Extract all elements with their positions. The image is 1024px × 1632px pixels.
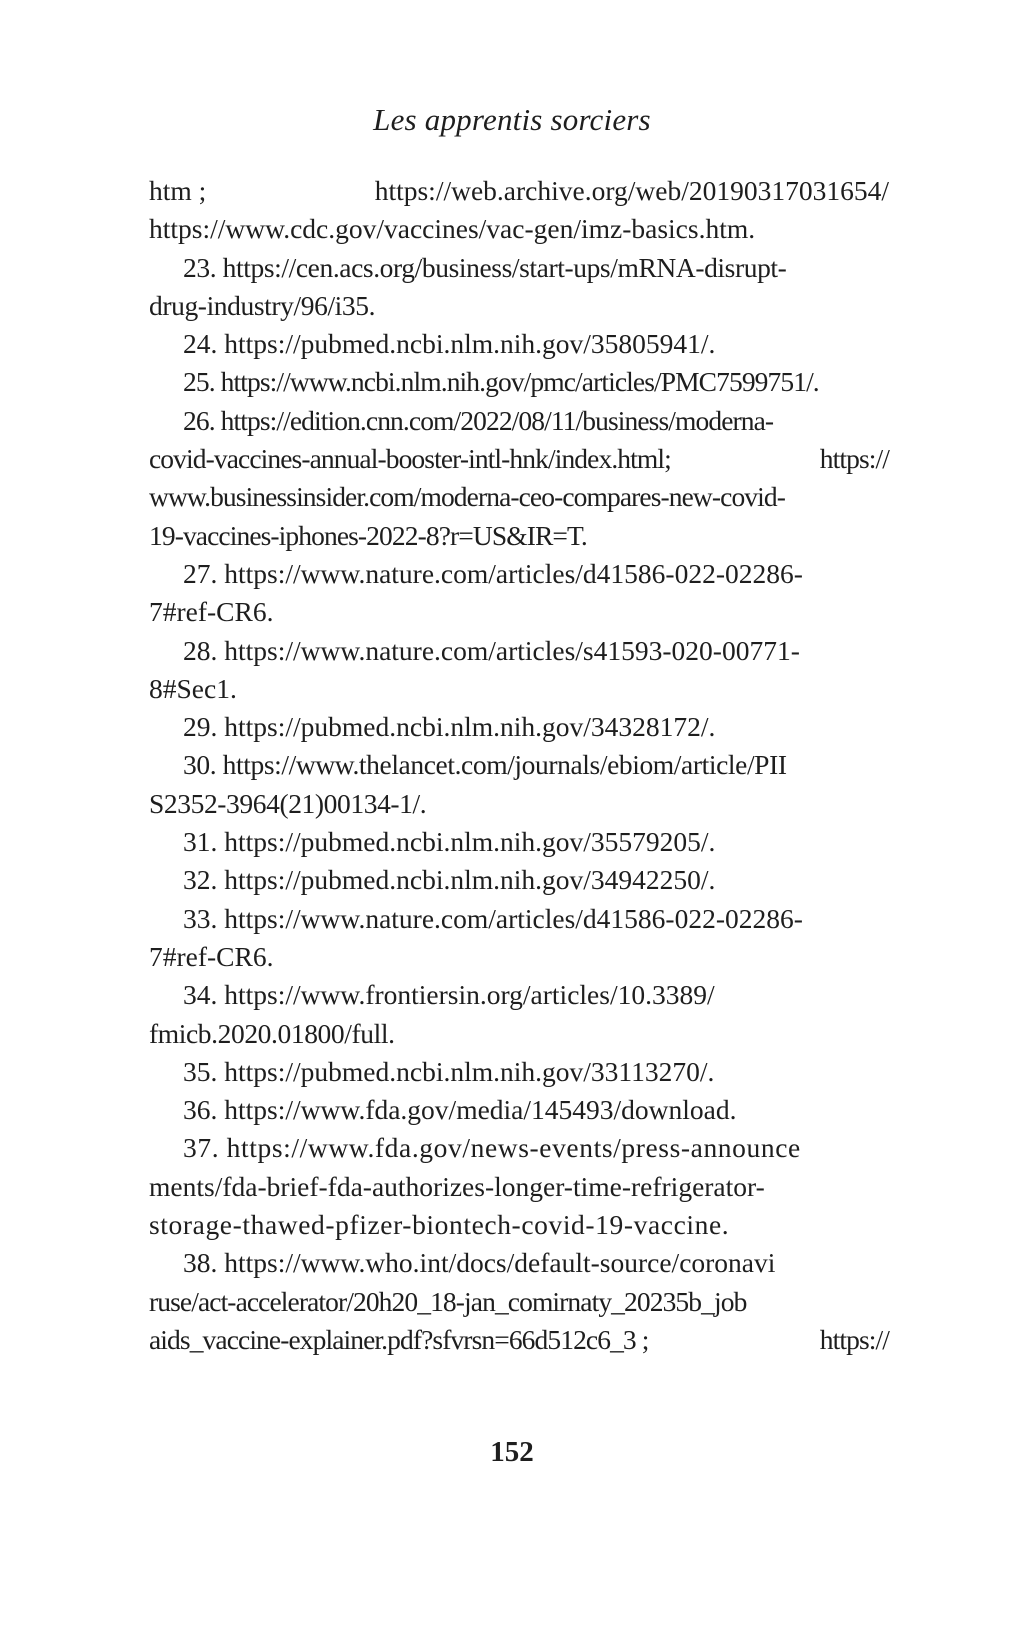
note-line bbox=[149, 1206, 889, 1244]
note-text-left: htm ; bbox=[149, 175, 207, 206]
note-link[interactable]: www.businessinsider.com/moderna-ceo-compares-new-covid- bbox=[149, 481, 785, 513]
note-29 bbox=[149, 708, 889, 746]
note-link[interactable]: 19-vaccines-iphones-2022-8?r=US&IR=T. bbox=[149, 519, 587, 551]
note-35 bbox=[149, 1053, 889, 1091]
note-32 bbox=[149, 861, 889, 899]
note-line bbox=[149, 785, 889, 823]
note-link[interactable]: storage-thawed-pfizer-biontech-covid-19-vaccine. bbox=[149, 1209, 730, 1241]
note-link[interactable]: 28. https://www.nature.com/articles/s41593-020-00771- bbox=[183, 634, 800, 666]
note-37 bbox=[149, 1129, 889, 1167]
note-link[interactable]: 37. https://www.fda.gov/news-events/press-announce bbox=[183, 1132, 801, 1164]
note-link[interactable]: 25. https://www.ncbi.nlm.nih.gov/pmc/articles/PMC7599751/. bbox=[183, 366, 819, 398]
note-link[interactable]: https:// bbox=[819, 1323, 889, 1355]
note-link[interactable]: 36. https://www.fda.gov/media/145493/download. bbox=[183, 1094, 737, 1126]
note-link[interactable]: https://www.cdc.gov/vaccines/vac-gen/imz-basics.htm. bbox=[149, 213, 756, 245]
note-31 bbox=[149, 823, 889, 861]
note-line bbox=[149, 287, 889, 325]
note-link[interactable]: S2352-3964(21)00134-1/. bbox=[149, 787, 427, 819]
note-link[interactable]: 34. https://www.frontiersin.org/articles/10.3389/ bbox=[183, 979, 715, 1011]
note-link[interactable]: 24. https://pubmed.ncbi.nlm.nih.gov/35805941/. bbox=[183, 328, 716, 360]
note-link[interactable]: drug-industry/96/i35. bbox=[149, 289, 376, 321]
note-link[interactable]: covid-vaccines-annual-booster-intl-hnk/index.html; bbox=[149, 443, 671, 475]
note-line bbox=[149, 440, 889, 478]
note-link[interactable]: 31. https://pubmed.ncbi.nlm.nih.gov/35579205/. bbox=[183, 826, 716, 858]
page-number: 152 bbox=[490, 1436, 534, 1468]
note-line bbox=[149, 1015, 889, 1053]
note-link[interactable]: 38. https://www.who.int/docs/default-source/coronavi bbox=[183, 1247, 776, 1279]
note-link[interactable]: 33. https://www.nature.com/articles/d41586-022-02286- bbox=[183, 902, 803, 934]
note-link[interactable]: ruse/act-accelerator/20h20_18-jan_comirnaty_20235b_job bbox=[149, 1285, 747, 1317]
note-30 bbox=[149, 746, 889, 784]
note-line bbox=[149, 670, 889, 708]
note-link[interactable]: 26. https://edition.cnn.com/2022/08/11/business/moderna- bbox=[183, 404, 774, 436]
note-line bbox=[149, 1168, 889, 1206]
note-38 bbox=[149, 1244, 889, 1282]
note-line bbox=[149, 517, 889, 555]
note-link[interactable]: 35. https://pubmed.ncbi.nlm.nih.gov/33113270/. bbox=[183, 1055, 715, 1087]
note-line bbox=[149, 593, 889, 631]
note-33 bbox=[149, 900, 889, 938]
note-34 bbox=[149, 976, 889, 1014]
note-23 bbox=[149, 249, 889, 287]
note-link[interactable]: 23. https://cen.acs.org/business/start-ups/mRNA-disrupt- bbox=[183, 251, 787, 283]
note-25 bbox=[149, 363, 889, 401]
endnotes-list bbox=[149, 172, 889, 1359]
note-line bbox=[149, 1283, 889, 1321]
note-link[interactable]: 27. https://www.nature.com/articles/d41586-022-02286- bbox=[183, 557, 803, 589]
note-line bbox=[149, 1321, 889, 1359]
note-link[interactable]: 32. https://pubmed.ncbi.nlm.nih.gov/34942250/. bbox=[183, 864, 716, 896]
note-27 bbox=[149, 555, 889, 593]
note-line bbox=[149, 938, 889, 976]
note-link[interactable]: 30. https://www.thelancet.com/journals/ebiom/article/PII bbox=[183, 749, 787, 781]
note-link[interactable]: https://web.archive.org/web/20190317031654/ bbox=[374, 175, 889, 206]
note-link[interactable]: 8#Sec1. bbox=[149, 672, 237, 704]
note-link[interactable]: aids_vaccine-explainer.pdf?sfvrsn=66d512c6_3 ; bbox=[149, 1323, 649, 1355]
note-line bbox=[149, 172, 889, 210]
note-link[interactable]: 7#ref-CR6. bbox=[149, 940, 274, 972]
note-24 bbox=[149, 325, 889, 363]
note-link[interactable]: 29. https://pubmed.ncbi.nlm.nih.gov/34328172/. bbox=[183, 711, 716, 743]
note-28 bbox=[149, 632, 889, 670]
note-26 bbox=[149, 402, 889, 440]
note-line bbox=[149, 210, 889, 248]
note-link[interactable]: fmicb.2020.01800/full. bbox=[149, 1017, 395, 1049]
note-36 bbox=[149, 1091, 889, 1129]
note-link[interactable]: 7#ref-CR6. bbox=[149, 596, 274, 628]
note-link[interactable]: ments/fda-brief-fda-authorizes-longer-time-refrigerator- bbox=[149, 1170, 765, 1202]
running-head: Les apprentis sorciers bbox=[373, 102, 651, 137]
note-link[interactable]: https:// bbox=[819, 443, 889, 475]
note-line bbox=[149, 478, 889, 516]
